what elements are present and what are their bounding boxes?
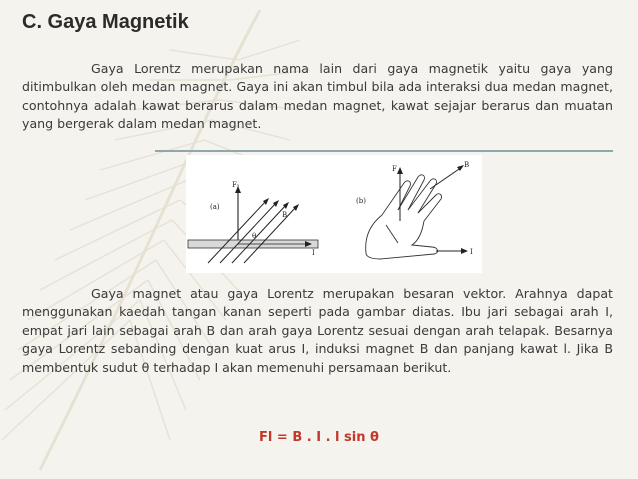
field-arrow-b bbox=[430, 167, 462, 189]
paragraph-intro: Gaya Lorentz merupakan nama lain dari gaya magnetik yaitu gaya yang ditimbulkan oleh medan magnet. Gaya ini akan timbul bila ada interaksi dua medan magnet, contohnya adalah kawat berarus dalam medan magnet, kawat sejajar berarus dan muatan yang bergerak dalam medan magnet. bbox=[22, 61, 613, 132]
field-label-a: B bbox=[282, 211, 288, 219]
label-a: (a) bbox=[210, 203, 220, 211]
right-hand-icon bbox=[366, 175, 442, 259]
force-label-a: F bbox=[232, 181, 237, 189]
lorentz-diagram bbox=[186, 155, 482, 273]
lorentz-figure bbox=[186, 155, 482, 273]
paragraph-explanation: Gaya magnet atau gaya Lorentz merupakan besaran vektor. Arahnya dapat menggunakan kaedah tangan kanan seperti pada gambar diatas. Ibu jari sebagai arah I, empat jari lain sebagai arah B dan arah gaya Lorentz sesuai dengan arah telapak. Besarnya gaya Lorentz sebanding dengan kuat arus I, induksi magnet B dan panjang kawat l. Jika B membentuk sudut θ terhadap I akan memenuhi persamaan berikut. bbox=[22, 286, 613, 375]
field-label-b: B bbox=[464, 161, 470, 169]
force-label-b: F bbox=[392, 165, 397, 173]
current-label-a: I bbox=[312, 249, 315, 257]
lorentz-formula: Fl = B . I . l sin θ bbox=[259, 430, 379, 445]
angle-label: θ bbox=[252, 232, 257, 240]
current-label-b: I bbox=[470, 248, 473, 256]
divider-line bbox=[155, 150, 613, 152]
label-b: (b) bbox=[356, 197, 366, 205]
slide-title: C. Gaya Magnetik bbox=[22, 11, 189, 33]
force-sub-a: l bbox=[237, 184, 240, 192]
